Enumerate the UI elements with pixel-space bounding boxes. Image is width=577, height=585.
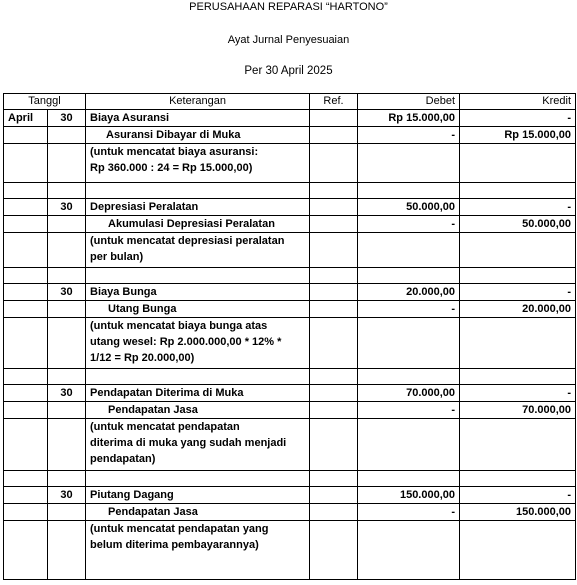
- spacer-cell: [310, 471, 358, 487]
- spacer-row: [4, 471, 576, 487]
- credit-account: Pendapatan Jasa: [86, 402, 310, 419]
- debit-account: Pendapatan Diterima di Muka: [86, 385, 310, 402]
- entry-day: 30: [48, 199, 86, 216]
- note-credit-empty: [460, 318, 576, 369]
- debit-row-credit: -: [460, 199, 576, 216]
- entry-credit-row: [4, 127, 576, 144]
- entry-ref: [310, 385, 358, 402]
- entry-month: April: [4, 110, 48, 127]
- journal-title: Ayat Jurnal Penyesuaian: [227, 34, 350, 46]
- credit-row-debit: -: [358, 127, 460, 144]
- note-credit-empty: [460, 521, 576, 580]
- entry-ref: [310, 127, 358, 144]
- entry-month: [4, 199, 48, 216]
- debit-row-credit: -: [460, 110, 576, 127]
- spacer-cell: [86, 369, 310, 385]
- entry-credit-row: [4, 301, 576, 318]
- note-debit-empty: [358, 521, 460, 580]
- col-header-ref: Ref.: [310, 94, 358, 110]
- note-debit-empty: [358, 419, 460, 471]
- spacer-cell: [358, 183, 460, 199]
- spacer-row: [4, 369, 576, 385]
- entry-ref: [310, 284, 358, 301]
- entry-note-row: [4, 318, 576, 369]
- entry-note: (untuk mencatat biaya asuransi: Rp 360.000 : 24 = Rp 15.000,00): [86, 144, 310, 183]
- entry-note-row: [4, 233, 576, 268]
- entry-ref: [310, 487, 358, 504]
- entry-day: 30: [48, 487, 86, 504]
- entry-note: (untuk mencatat pendapatan yang belum diterima pembayarannya): [86, 521, 310, 580]
- spacer-cell: [48, 268, 86, 284]
- entry-day: 30: [48, 110, 86, 127]
- note-credit-empty: [460, 233, 576, 268]
- debit-account: Piutang Dagang: [86, 487, 310, 504]
- note-credit-empty: [460, 419, 576, 471]
- entry-ref: [310, 419, 358, 471]
- debit-amount: 50.000,00: [358, 199, 460, 216]
- credit-row-debit: -: [358, 402, 460, 419]
- entry-note-row: [4, 144, 576, 183]
- credit-account: Asuransi Dibayar di Muka: [86, 127, 310, 144]
- spacer-cell: [4, 268, 48, 284]
- entry-day-empty: [48, 216, 86, 233]
- spacer-cell: [358, 471, 460, 487]
- journal-body: [4, 110, 576, 580]
- credit-row-debit: -: [358, 504, 460, 521]
- journal-period: Per 30 April 2025: [244, 65, 333, 77]
- col-header-keterangan: Keterangan: [86, 94, 310, 110]
- entry-month-empty: [4, 402, 48, 419]
- debit-amount: 150.000,00: [358, 487, 460, 504]
- entry-debit-row: [4, 487, 576, 504]
- entry-debit-row: [4, 284, 576, 301]
- spacer-cell: [48, 183, 86, 199]
- spacer-cell: [358, 268, 460, 284]
- entry-debit-row: [4, 385, 576, 402]
- company-name: PERUSAHAAN REPARASI “HARTONO”: [189, 1, 388, 13]
- col-header-kredit: Kredit: [460, 94, 576, 110]
- note-debit-empty: [358, 233, 460, 268]
- entry-note: (untuk mencatat biaya bunga atas utang wesel: Rp 2.000.000,00 * 12% * 1/12 = Rp 20.000,00): [86, 318, 310, 369]
- entry-ref: [310, 402, 358, 419]
- spacer-row: [4, 183, 576, 199]
- entry-ref: [310, 521, 358, 580]
- entry-month-empty: [4, 301, 48, 318]
- spacer-cell: [460, 183, 576, 199]
- credit-amount: 70.000,00: [460, 402, 576, 419]
- spacer-cell: [460, 471, 576, 487]
- col-header-tanggal: Tanggl: [4, 94, 86, 110]
- note-credit-empty: [460, 144, 576, 183]
- note-debit-empty: [358, 144, 460, 183]
- debit-row-credit: -: [460, 487, 576, 504]
- spacer-cell: [86, 471, 310, 487]
- entry-ref: [310, 216, 358, 233]
- credit-row-debit: -: [358, 301, 460, 318]
- debit-row-credit: -: [460, 385, 576, 402]
- entry-debit-row: [4, 110, 576, 127]
- entry-day-empty: [48, 402, 86, 419]
- entry-credit-row: [4, 216, 576, 233]
- spacer-cell: [4, 369, 48, 385]
- entry-month-empty: [4, 233, 48, 268]
- entry-debit-row: [4, 199, 576, 216]
- credit-amount: 20.000,00: [460, 301, 576, 318]
- spacer-cell: [310, 183, 358, 199]
- spacer-cell: [460, 268, 576, 284]
- entry-month-empty: [4, 144, 48, 183]
- table-header-row: [4, 94, 576, 110]
- entry-day-empty: [48, 521, 86, 580]
- debit-account: Biaya Asuransi: [86, 110, 310, 127]
- col-header-debet: Debet: [358, 94, 460, 110]
- spacer-cell: [4, 471, 48, 487]
- entry-day-empty: [48, 301, 86, 318]
- entry-note-row: [4, 521, 576, 580]
- entry-ref: [310, 144, 358, 183]
- entry-month-empty: [4, 504, 48, 521]
- entry-note: (untuk mencatat pendapatan diterima di muka yang sudah menjadi pendapatan): [86, 419, 310, 471]
- spacer-cell: [4, 183, 48, 199]
- credit-amount: 150.000,00: [460, 504, 576, 521]
- entry-credit-row: [4, 402, 576, 419]
- entry-ref: [310, 504, 358, 521]
- entry-note-row: [4, 419, 576, 471]
- entry-day: 30: [48, 385, 86, 402]
- entry-ref: [310, 301, 358, 318]
- credit-amount: 50.000,00: [460, 216, 576, 233]
- spacer-cell: [310, 369, 358, 385]
- credit-account: Pendapatan Jasa: [86, 504, 310, 521]
- entry-day-empty: [48, 318, 86, 369]
- spacer-cell: [48, 471, 86, 487]
- credit-amount: Rp 15.000,00: [460, 127, 576, 144]
- debit-amount: 20.000,00: [358, 284, 460, 301]
- entry-note: (untuk mencatat depresiasi peralatan per bulan): [86, 233, 310, 268]
- spacer-cell: [460, 369, 576, 385]
- entry-month-empty: [4, 521, 48, 580]
- entry-month: [4, 284, 48, 301]
- debit-amount: Rp 15.000,00: [358, 110, 460, 127]
- spacer-cell: [86, 183, 310, 199]
- entry-month-empty: [4, 419, 48, 471]
- entry-day-empty: [48, 504, 86, 521]
- debit-account: Depresiasi Peralatan: [86, 199, 310, 216]
- entry-day: 30: [48, 284, 86, 301]
- spacer-cell: [86, 268, 310, 284]
- entry-ref: [310, 318, 358, 369]
- spacer-row: [4, 268, 576, 284]
- entry-month: [4, 385, 48, 402]
- entry-day-empty: [48, 233, 86, 268]
- entry-ref: [310, 199, 358, 216]
- entry-day-empty: [48, 127, 86, 144]
- entry-month-empty: [4, 127, 48, 144]
- entry-month-empty: [4, 318, 48, 369]
- entry-day-empty: [48, 144, 86, 183]
- entry-day-empty: [48, 419, 86, 471]
- note-debit-empty: [358, 318, 460, 369]
- spacer-cell: [310, 268, 358, 284]
- entry-ref: [310, 110, 358, 127]
- debit-account: Biaya Bunga: [86, 284, 310, 301]
- entry-month-empty: [4, 216, 48, 233]
- spacer-cell: [358, 369, 460, 385]
- spacer-cell: [48, 369, 86, 385]
- credit-account: Utang Bunga: [86, 301, 310, 318]
- credit-account: Akumulasi Depresiasi Peralatan: [86, 216, 310, 233]
- credit-row-debit: -: [358, 216, 460, 233]
- entry-credit-row: [4, 504, 576, 521]
- debit-row-credit: -: [460, 284, 576, 301]
- entry-ref: [310, 233, 358, 268]
- entry-month: [4, 487, 48, 504]
- debit-amount: 70.000,00: [358, 385, 460, 402]
- adjusting-journal-table: [3, 93, 576, 580]
